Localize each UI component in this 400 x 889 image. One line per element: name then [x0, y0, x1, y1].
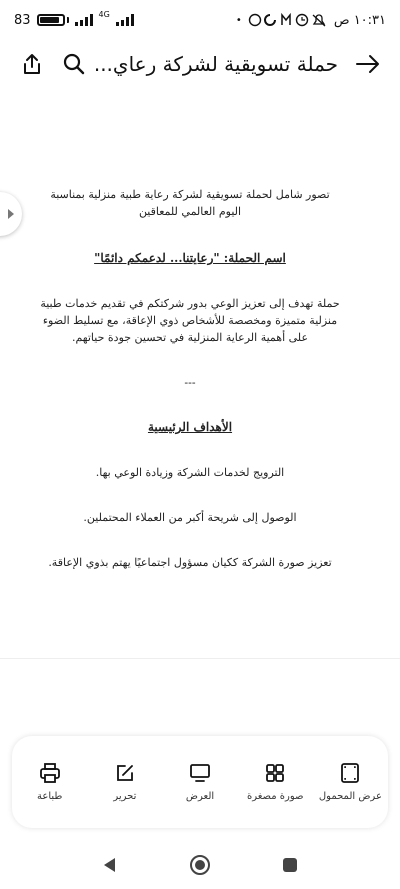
battery-icon	[37, 14, 69, 26]
arrow-right-icon	[355, 54, 381, 74]
search-button[interactable]	[58, 48, 90, 80]
home-circle-icon[interactable]	[189, 854, 211, 876]
thumbnail-label: صورة مصغرة	[246, 791, 304, 802]
back-button[interactable]	[352, 48, 384, 80]
search-icon	[62, 52, 86, 76]
doc-separator: ---	[184, 376, 196, 389]
page-divider	[0, 658, 400, 659]
doc-objective-1: الترويج لخدمات الشركة وزيادة الوعي بها.	[95, 466, 285, 479]
bottom-toolbar	[12, 736, 388, 828]
clock: ١٠:٣١ ص	[333, 12, 386, 28]
signal-icon	[75, 14, 93, 26]
grid-icon	[264, 762, 286, 784]
doc-objectives-heading: الأهداف الرئيسية	[147, 420, 233, 434]
status-right	[236, 13, 386, 28]
monitor-icon	[189, 762, 211, 784]
thumbnail-button[interactable]	[243, 762, 307, 804]
recents-square-icon[interactable]	[281, 856, 299, 874]
dot-icon: •	[235, 14, 242, 26]
notification-icons	[248, 13, 328, 27]
edit-button[interactable]	[93, 762, 157, 804]
present-button[interactable]	[168, 762, 232, 804]
edit-icon	[114, 762, 136, 784]
doc-intro: تصور شامل لحملة تسويقية لشركة رعاية طبية منزلية بمناسبة اليوم العالمي للمعاقين	[50, 188, 330, 218]
system-nav-bar	[0, 840, 400, 889]
page-title: حملة تسويقية لشركة رعاي...	[93, 52, 338, 76]
app-bar	[0, 40, 400, 88]
signal-2-icon	[116, 14, 134, 26]
doc-campaign-name: اسم الحملة: "رعايتنا... لدعمكم دائمًا"	[94, 251, 286, 265]
present-label: العرض	[185, 791, 215, 802]
status-left	[14, 9, 134, 28]
print-button[interactable]	[18, 762, 82, 804]
mobile-view-icon	[339, 762, 361, 784]
document-content	[40, 186, 340, 571]
mobile-view-label: عرض المحمول	[318, 791, 382, 802]
share-icon	[21, 52, 43, 76]
doc-objective-2: الوصول إلى شريحة أكبر من العملاء المحتملين.	[83, 511, 297, 524]
doc-objective-3: تعزيز صورة الشركة ككيان مسؤول اجتماعيًا يهتم بذوي الإعاقة.	[48, 556, 332, 569]
network-type: 4G	[98, 9, 110, 19]
battery-percent: 83	[14, 12, 31, 28]
printer-icon	[39, 762, 61, 784]
chevron-right-icon	[4, 207, 18, 221]
status-bar	[0, 0, 400, 40]
print-label: طباعة	[36, 791, 63, 802]
share-button[interactable]	[16, 48, 48, 80]
mobile-view-button[interactable]	[318, 762, 382, 804]
side-panel-toggle[interactable]	[0, 192, 22, 236]
doc-description: حملة تهدف إلى تعزيز الوعي بدور شركتكم في تقديم خدمات طبية منزلية متميزة ومخصصة للأشخاص ذوي الإعاقة، مع تسليط الضوء على أهمية الرعاية المنزلية في تحسين جودة حياتهم.	[40, 297, 340, 344]
back-triangle-icon[interactable]	[101, 856, 119, 874]
edit-label: تحرير	[113, 791, 137, 802]
